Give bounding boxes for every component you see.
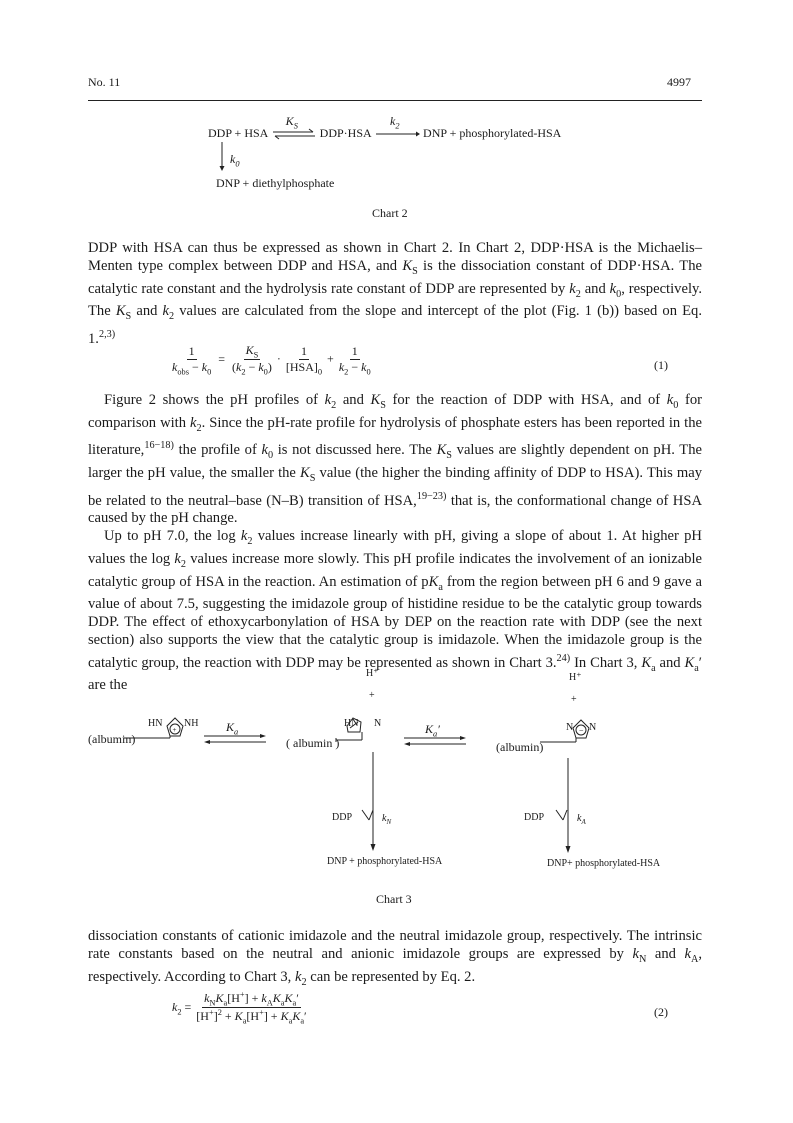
ka-reaction-arrow <box>563 758 575 854</box>
paragraph-ph-profile: Figure 2 shows the pH profiles of $k_2$ and $K_S$ for the reaction of DDP with HSA, and of $k_0$ for comparison with $k_2$. Since the pH-rate profile for hydrolysis of phosphate esters has been reported in the literature,$^{16-18)}$ the profile of $k_0$ is not discussed here. The $K_S$ values are slightly dependent on pH. The larger the pH value, the smaller the $K_S$ value (the higher the binding affinity of DDP to HSA). This may be related to the neutral–base (N–B) transition of HSA,$^{19-23)}$ that is, the conformational change of HSA caused by the pH change. Up to pH 7.0, the $\log k_2$ values increase linearly with pH, giving a slope of about 1. At higher pH values the $\log k_2$ values increase more slowly. This pH profile indicates the involvement of an ionizable catalytic group of HSA in the reaction. An estimation of $pK_a$ from the region between pH 6 and 9 gave a value of about 7.5, suggesting the imidazole group of histidine residue to be the catalytic group towards DDP. The effect of ethoxycarbonylation of HSA by DEP on the reaction rate with DDP (see the next section) also supports the view that the catalytic group is imidazole. When the imidazole group is the catalytic group, the reaction with DDP may be represented as shown in Chart 3.$^{24)}$ In Chart 3, $K_a$ and $K_a'$ are the <box>88 392 702 694</box>
chart2-complex: DDP·HSA <box>319 126 372 140</box>
k0-label: $k_0$ <box>230 152 240 169</box>
equilibrium-arrow <box>271 114 317 141</box>
eq1-lhs: $\frac{1}{k_{obs} - k_0}$ <box>172 343 212 377</box>
header-rule <box>88 100 702 101</box>
ring1-nh-label: NH <box>184 718 199 729</box>
chart3-product-1: DNP + phosphorylated-HSA <box>327 856 443 867</box>
chart3-product-2: DNP+ phosphorylated-HSA <box>547 858 661 869</box>
ring2-n-label: N <box>374 718 382 729</box>
hydrolysis-product: DNP + diethylphosphate <box>216 176 335 190</box>
svg-text:+: + <box>172 726 177 734</box>
ka-equilibrium-arrow <box>204 733 266 745</box>
albumin-2: ( albumin ) <box>286 736 340 750</box>
page-number: 4997 <box>667 75 691 89</box>
eq1-term2: $\frac{1}{[HSA]_0}$ <box>285 343 323 377</box>
chart2-caption: Chart 2 <box>372 206 408 220</box>
hplus-2: H⁺ <box>569 672 582 683</box>
ring1-hn-label: HN <box>148 718 163 729</box>
eq2-number: (2) <box>654 1005 668 1019</box>
equation-1: $\frac{1}{k_{obs} - k_0}$ = $\frac{K_S}{(k_2 - k_0)}$ · $\frac{1}{[HSA]_0}$ + $\frac{1}{k_2 - k_0}$ <box>172 343 371 377</box>
k2-label: $k_2$ <box>390 114 400 131</box>
eq1-term3: $\frac{1}{k_2 - k_0}$ <box>338 343 371 377</box>
ks-label: $K_S$ <box>285 114 298 131</box>
kn-label: $k_N$ <box>382 813 392 826</box>
forward-arrow <box>374 114 420 141</box>
ddp-label-2: DDP <box>524 812 545 823</box>
equation-2: $k_2$ = $\frac{k_NK_a[H^+] + k_AK_aK_a'}{[H^+]^2 + K_a[H^+] + K_aK_a'}$ <box>172 990 307 1026</box>
ring3-n-right-label: N <box>589 722 597 733</box>
journal-issue: No. 11 <box>88 75 121 89</box>
kA-label: $k_A$ <box>577 813 586 826</box>
svg-text:−: − <box>579 726 584 735</box>
chart2-reactant: DDP + HSA <box>208 126 268 140</box>
chart3-caption: Chart 3 <box>376 892 412 906</box>
eq2-fraction: $\frac{k_NK_a[H^+] + k_AK_aK_a'}{[H^+]^2 + K_a[H^+] + K_aK_a'}$ <box>196 990 307 1026</box>
ka-label: $K_a$ <box>226 720 239 737</box>
plus-1: + <box>369 690 375 701</box>
paragraph-dissociation: dissociation constants of cationic imidazole and the neutral imidazole group, respectively. The intrinsic rate constants based on the neutral and anionic imidazole groups are expressed by $k_N$ and $k_A$, respectively. According to Chart 3, $k_2$ can be represented by Eq. 2. <box>88 928 702 988</box>
albumin-1: (albumin) <box>88 732 136 746</box>
ka-prime-label: $K_a'$ <box>425 722 440 739</box>
ka-prime-equilibrium-arrow <box>404 735 466 747</box>
chart2-scheme <box>208 114 562 141</box>
ring3-n-left-label: N <box>566 722 574 733</box>
hplus-1: H⁺ <box>366 668 379 679</box>
eq1-number: (1) <box>654 358 668 372</box>
eq1-term1: $\frac{K_S}{(k_2 - k_0)}$ <box>232 343 272 377</box>
albumin-3: (albumin) <box>496 740 544 754</box>
plus-2: + <box>571 694 577 705</box>
imidazolate-ring-icon <box>540 716 620 756</box>
paragraph-intro: DDP with HSA can thus be expressed as shown in Chart 2. In Chart 2, DDP·HSA is the Michaelis–Menten type complex between DDP and HSA, and $K_S$ is the dissociation constant of DDP·HSA. The catalytic rate constant and the hydrolysis rate constant of DDP are represented by $k_2$ and $k_0$, respectively. The $K_S$ and $k_2$ values are calculated from the slope and intercept of the plot (Fig. 1 (b)) based on Eq. 1.$^{2,3)}$ <box>88 240 702 347</box>
ddp-label-1: DDP <box>332 812 353 823</box>
ring2-hn-label: HN <box>344 718 359 729</box>
kn-reaction-arrow <box>368 752 380 852</box>
chart2-product: DNP + phosphorylated-HSA <box>423 126 562 140</box>
